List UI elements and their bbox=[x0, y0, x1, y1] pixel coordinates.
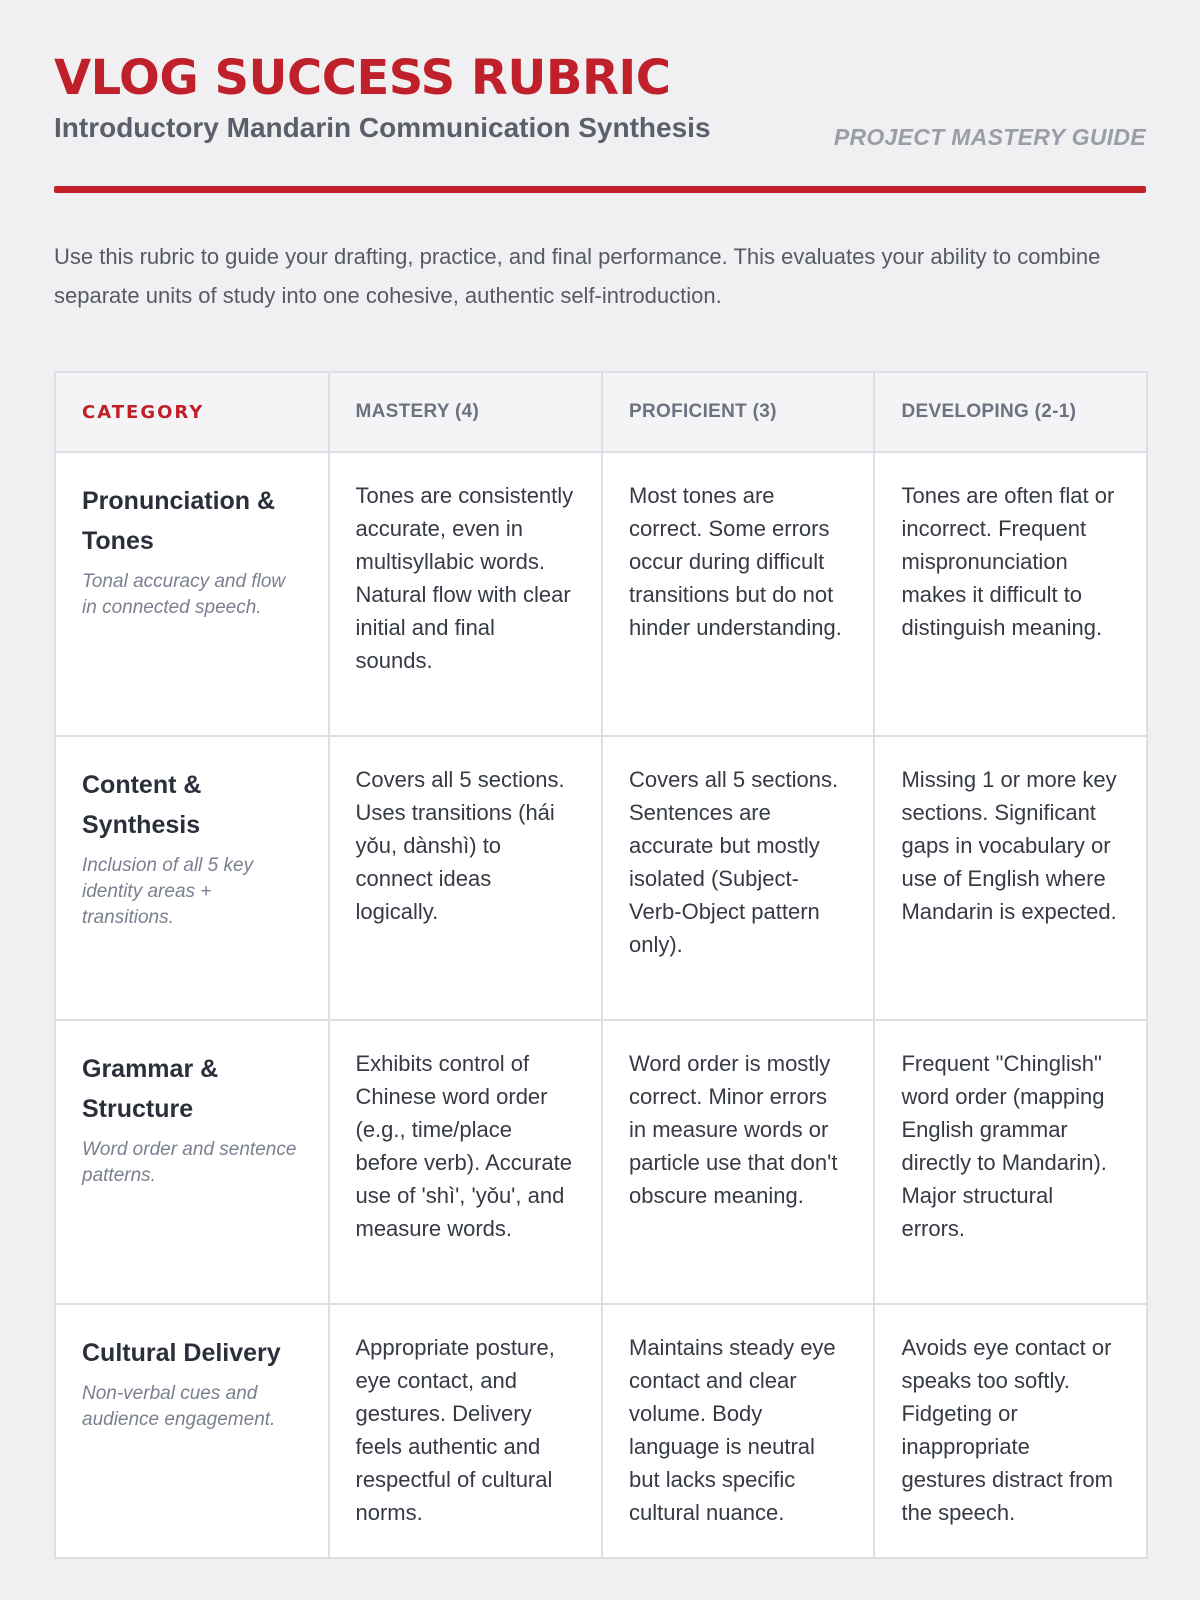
developing-cell: Tones are often flat or incorrect. Frequent mispronunciation makes it difficult to distinguish meaning. bbox=[874, 452, 1147, 736]
category-cell bbox=[55, 736, 329, 1020]
category-name: Content & Synthesis bbox=[82, 771, 202, 839]
column-header-category: CATEGORY bbox=[55, 372, 329, 452]
page-subtitle: Introductory Mandarin Communication Synthesis bbox=[54, 112, 711, 143]
category-description: Word order and sentence patterns. bbox=[82, 1139, 297, 1186]
developing-cell: Avoids eye contact or speaks too softly. Fidgeting or inappropriate gestures distract from the speech. bbox=[874, 1304, 1147, 1558]
table-header-row bbox=[55, 372, 1147, 452]
category-name: Cultural Delivery bbox=[82, 1339, 281, 1367]
intro-paragraph: Use this rubric to guide your drafting, practice, and final performance. This evaluates your ability to combine separate units of study into one cohesive, authentic self-introduction. bbox=[54, 244, 1101, 308]
table-row bbox=[55, 1304, 1147, 1558]
proficient-cell: Word order is mostly correct. Minor errors in measure words or particle use that don't obscure meaning. bbox=[602, 1020, 874, 1304]
page-title: VLOG SUCCESS RUBRIC bbox=[54, 50, 671, 106]
proficient-cell: Covers all 5 sections. Sentences are accurate but mostly isolated (Subject-Verb-Object pattern only). bbox=[602, 736, 874, 1020]
header bbox=[54, 0, 1146, 150]
proficient-cell: Most tones are correct. Some errors occur during difficult transitions but do not hinder understanding. bbox=[602, 452, 874, 736]
category-cell bbox=[55, 1304, 329, 1558]
table-row bbox=[55, 1020, 1147, 1304]
category-cell bbox=[55, 452, 329, 736]
guide-label: PROJECT MASTERY GUIDE bbox=[833, 124, 1146, 150]
category-name: Grammar & Structure bbox=[82, 1055, 219, 1123]
column-header-developing: DEVELOPING (2-1) bbox=[874, 372, 1147, 452]
category-description: Tonal accuracy and flow in connected speech. bbox=[82, 571, 286, 618]
rubric-table bbox=[54, 371, 1148, 1559]
mastery-cell: Covers all 5 sections. Uses transitions (hái yǒu, dànshì) to connect ideas logically. bbox=[329, 736, 603, 1020]
mastery-cell: Tones are consistently accurate, even in multisyllabic words. Natural flow with clear initial and final sounds. bbox=[329, 452, 603, 736]
column-header-mastery: MASTERY (4) bbox=[329, 372, 603, 452]
table-row bbox=[55, 452, 1147, 736]
table-row bbox=[55, 736, 1147, 1020]
header-divider bbox=[54, 186, 1146, 193]
mastery-cell: Exhibits control of Chinese word order (e.g., time/place before verb). Accurate use of 'shì', 'yǒu', and measure words. bbox=[329, 1020, 603, 1304]
column-header-proficient: PROFICIENT (3) bbox=[602, 372, 874, 452]
proficient-cell: Maintains steady eye contact and clear volume. Body language is neutral but lacks specific cultural nuance. bbox=[602, 1304, 874, 1558]
category-cell bbox=[55, 1020, 329, 1304]
category-name: Pronunciation & Tones bbox=[82, 487, 276, 555]
developing-cell: Frequent "Chinglish" word order (mapping English grammar directly to Mandarin). Major structural errors. bbox=[874, 1020, 1147, 1304]
category-description: Inclusion of all 5 key identity areas + transitions. bbox=[82, 855, 254, 928]
mastery-cell: Appropriate posture, eye contact, and gestures. Delivery feels authentic and respectful of cultural norms. bbox=[329, 1304, 603, 1558]
category-description: Non-verbal cues and audience engagement. bbox=[82, 1383, 276, 1430]
developing-cell: Missing 1 or more key sections. Significant gaps in vocabulary or use of English where Mandarin is expected. bbox=[874, 736, 1147, 1020]
